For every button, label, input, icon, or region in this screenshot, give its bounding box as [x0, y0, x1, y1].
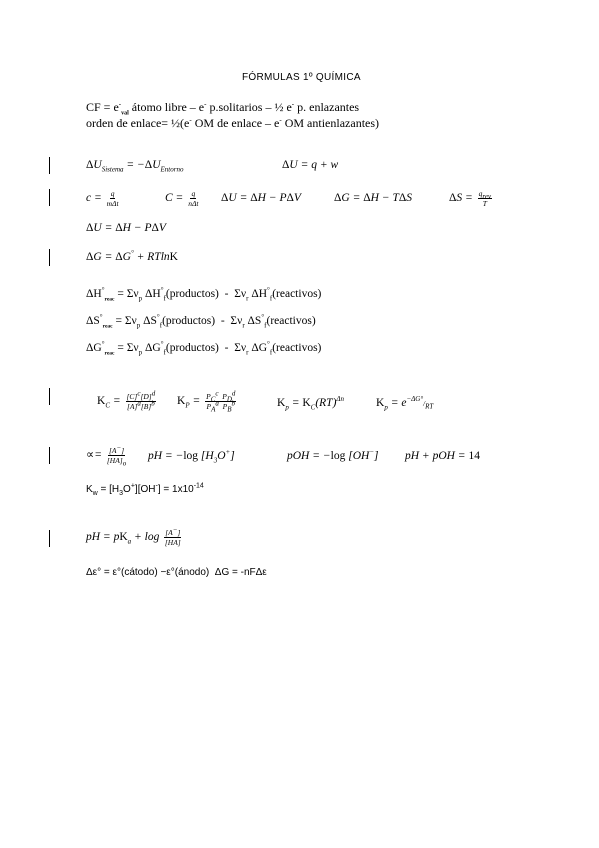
reaction-gibbs-formula: $\Delta G^\circ_{reac} = \Sigma\nu_p$ $\Delta G^\circ_f(productos) - \Sigma\nu_r$ $\Delta G^\circ_f(reactivos)$: [86, 340, 322, 357]
henderson-hasselbalch-equation: pH = $pK_a + \log$ $\frac{[A^-]}{[HA]}$: [86, 525, 181, 547]
margin-bar: [49, 249, 50, 266]
poh-definition: pOH = −log [OH−]: [287, 448, 379, 462]
page-title: FÓRMULAS 1º QUÍMICA: [242, 72, 361, 83]
electrochemistry-formula: Δε° = ε°(cátodo) −ε°(ánodo) ΔG = -nFΔε: [86, 567, 267, 578]
margin-bar: [49, 530, 50, 547]
gibbs-equation: ΔG = ΔH − TΔS: [334, 192, 413, 204]
margin-bar: [49, 189, 50, 206]
gibbs-equilibrium-equation: ΔG = ΔG° + RTlnK: [86, 249, 178, 263]
enthalpy-relation-equation: ΔU = ΔH − PΔV: [221, 192, 301, 204]
molar-heat-capacity-equation: C = $\frac{q}{\text{nΔt}}$: [165, 189, 199, 208]
margin-bar: [49, 388, 50, 405]
kp-kc-relation: $K_p = K_C(RT)^{\Delta n}$: [277, 395, 345, 412]
dissociation-degree-equation: ∝= $\frac{[A^-]}{[HA]_o}$: [86, 443, 127, 468]
reaction-entropy-formula: $\Delta S^\circ_{reac} = \Sigma\nu_p$ $\Delta S^\circ_f(productos) - \Sigma\nu_r$ $\Delta S^\circ_f(reactivos)$: [86, 313, 316, 330]
kp-exponential-expression: $K_p = e^{-\Delta G^\circ}/_{RT}$: [376, 395, 434, 412]
first-law-equation: ΔU = q + w: [282, 159, 339, 171]
water-ionization-constant: $K_w = [H_3O^+][OH^-] = 1x10^{-14}$: [86, 482, 204, 497]
kp-partial-pressure-expression: $K_P$ = $\frac{P_C^c P_D^d}{P_A^a P_B^b}$: [177, 389, 236, 414]
margin-bar: [49, 157, 50, 174]
ph-definition: pH = −log $[H_3O^+]$: [148, 448, 235, 465]
ph-poh-sum: pH + pOH = 14: [405, 450, 480, 462]
kc-expression: $K_C$ = $\frac{[C]^c[D]^d}{[A]^a[B]^b}$: [97, 389, 156, 411]
formal-charge-formula: CF = $e^-_{val}$ átomo libre – e- p.solitarios – ½ e- p. enlazantes: [86, 100, 360, 117]
specific-heat-equation: c = $\frac{q}{\text{mΔt}}$: [86, 189, 119, 208]
bond-order-formula: orden de enlace= ½(e- OM de enlace – e- OM antienlazantes): [86, 116, 380, 130]
internal-energy-enthalpy-equation: ΔU = ΔH − PΔV: [86, 222, 166, 234]
internal-energy-system-equation: $\Delta U_{Sistema} = -\Delta U_{Entorno}$: [86, 159, 184, 174]
entropy-equation: ΔS = $\frac{q_{rev}}{T}$: [449, 189, 492, 208]
reaction-enthalpy-formula: $\Delta H^\circ_{reac} = \Sigma\nu_p$ $\Delta H^\circ_f(productos) - \Sigma\nu_r$ $\Delta H^\circ_f(reactivos)$: [86, 286, 322, 303]
margin-bar: [49, 447, 50, 464]
